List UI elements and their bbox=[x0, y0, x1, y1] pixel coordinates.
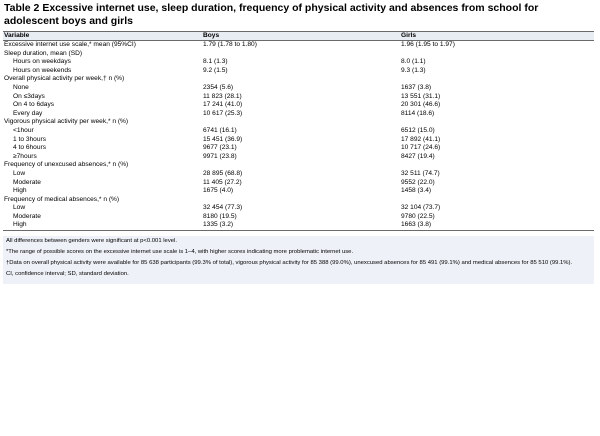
table-row bbox=[3, 136, 594, 145]
footnotes bbox=[3, 236, 594, 284]
table-row bbox=[3, 50, 594, 59]
boys-cell: 10 617 (25.3) bbox=[203, 109, 243, 117]
variable-cell: Low bbox=[13, 204, 26, 212]
variable-cell: Hours on weekdays bbox=[13, 58, 71, 66]
girls-cell: 6512 (15.0) bbox=[401, 126, 435, 134]
table-row bbox=[3, 41, 594, 50]
variable-cell: High bbox=[3, 221, 202, 230]
variable-cell: Low bbox=[13, 169, 26, 177]
girls-cell: 1.96 (1.95 to 1.97) bbox=[401, 41, 455, 48]
girls-cell: 32 104 (73.7) bbox=[401, 204, 441, 212]
table-row bbox=[3, 101, 594, 110]
girls-cell: 9.3 (1.3) bbox=[401, 66, 426, 74]
table-row bbox=[3, 75, 594, 84]
table-row bbox=[3, 127, 594, 136]
boys-cell: 1675 (4.0) bbox=[203, 187, 234, 195]
boys-cell bbox=[202, 75, 400, 84]
boys-cell bbox=[202, 118, 400, 127]
girls-cell: 17 892 (41.1) bbox=[401, 135, 441, 143]
boys-cell: 9.2 (1.5) bbox=[203, 66, 228, 74]
boys-cell bbox=[202, 50, 400, 59]
variable-cell: ≥7hours bbox=[13, 152, 37, 160]
table-row bbox=[3, 170, 594, 179]
boys-cell bbox=[202, 161, 400, 170]
table-row bbox=[3, 204, 594, 213]
variable-cell: On ≤3days bbox=[13, 92, 45, 100]
variable-cell: Vigorous physical activity per week,* n (%) bbox=[4, 118, 129, 126]
variable-cell: 4 to 6hours bbox=[13, 144, 46, 152]
boys-cell bbox=[202, 196, 400, 205]
girls-cell: 10 717 (24.6) bbox=[401, 144, 441, 152]
girls-cell: 32 511 (74.7) bbox=[401, 169, 440, 177]
table-row bbox=[3, 110, 594, 119]
table-row bbox=[3, 118, 594, 127]
boys-cell: 15 451 (36.9) bbox=[203, 135, 243, 143]
table-row bbox=[3, 196, 594, 205]
table-header-row bbox=[3, 32, 594, 41]
variable-cell: Every day bbox=[13, 109, 43, 117]
boys-cell: 11 405 (27.2) bbox=[203, 178, 242, 186]
boys-cell: 6741 (16.1) bbox=[203, 126, 237, 134]
table-row bbox=[3, 67, 594, 76]
table-row bbox=[3, 93, 594, 102]
boys-cell: 32 454 (77.3) bbox=[203, 204, 243, 212]
table-row bbox=[3, 161, 594, 170]
girls-cell: 13 551 (31.1) bbox=[401, 92, 441, 100]
girls-cell: 1637 (3.8) bbox=[401, 83, 432, 91]
boys-cell: 8.1 (1.3) bbox=[203, 58, 228, 66]
boys-cell: 11 823 (28.1) bbox=[203, 92, 242, 100]
data-table bbox=[3, 31, 594, 231]
variable-cell: Hours on weekends bbox=[13, 66, 72, 74]
boys-cell: 1335 (3.2) bbox=[202, 221, 400, 230]
girls-cell bbox=[400, 196, 594, 205]
girls-cell: 20 301 (46.6) bbox=[401, 101, 441, 109]
variable-cell: Excessive internet use scale,* mean (95%CI) bbox=[4, 41, 136, 48]
girls-cell: 9552 (22.0) bbox=[401, 178, 435, 186]
variable-cell: High bbox=[13, 187, 27, 195]
table-row bbox=[3, 187, 594, 196]
table-title: Table 2 Excessive internet use, sleep duration, frequency of physical activity and absences from school for adolescent boys and girls bbox=[4, 2, 539, 27]
footnote-abbreviations: CI, confidence interval; SD, standard deviation. bbox=[6, 271, 129, 277]
girls-cell: 8114 (18.6) bbox=[401, 109, 435, 117]
variable-cell: Moderate bbox=[13, 212, 41, 220]
table-row bbox=[3, 84, 594, 93]
variable-cell: Overall physical activity per week,† n (%) bbox=[4, 75, 125, 83]
boys-cell: 1.79 (1.78 to 1.80) bbox=[203, 41, 257, 48]
boys-cell: 8180 (19.5) bbox=[203, 212, 237, 220]
footnote-availability: †Data on overall physical activity were available for 85 638 participants (99.3% of total), vigorous physical activity for 85 388 (99.0%), unexcused absences for 85 491 (99.1%) and medical absences for 85 510 (99.1%). bbox=[6, 260, 573, 266]
boys-cell: 9677 (23.1) bbox=[203, 144, 237, 152]
variable-cell: None bbox=[13, 83, 29, 91]
variable-cell: Moderate bbox=[13, 178, 41, 186]
table-row bbox=[3, 179, 594, 188]
table-row bbox=[3, 144, 594, 153]
table-row bbox=[3, 153, 594, 162]
footnote-scale: *The range of possible scores on the excessive internet use scale is 1–4, with higher scores indicating more problematic internet use. bbox=[6, 249, 354, 255]
table-row bbox=[3, 58, 594, 67]
variable-cell: <1hour bbox=[13, 126, 34, 134]
table-row bbox=[3, 221, 594, 230]
footnote-significance: All differences between genders were significant at p<0.001 level. bbox=[6, 238, 177, 244]
table-row bbox=[3, 213, 594, 222]
boys-cell: 28 895 (68.8) bbox=[203, 169, 243, 177]
girls-cell bbox=[400, 161, 594, 170]
boys-cell: 17 241 (41.0) bbox=[203, 101, 243, 109]
variable-cell: 1 to 3hours bbox=[13, 135, 46, 143]
girls-cell: 1458 (3.4) bbox=[401, 187, 432, 195]
boys-cell: 9971 (23.8) bbox=[203, 152, 237, 160]
variable-cell: Frequency of unexcused absences,* n (%) bbox=[4, 161, 129, 169]
header-variable: Variable bbox=[3, 32, 202, 41]
variable-cell: Frequency of medical absences,* n (%) bbox=[4, 195, 120, 203]
header-girls: Girls bbox=[400, 32, 594, 41]
girls-cell: 8427 (19.4) bbox=[401, 152, 435, 160]
girls-cell: 9780 (22.5) bbox=[401, 212, 435, 220]
girls-cell: 8.0 (1.1) bbox=[401, 58, 426, 66]
girls-cell bbox=[400, 75, 594, 84]
header-boys: Boys bbox=[202, 32, 400, 41]
girls-cell: 1663 (3.8) bbox=[400, 221, 594, 230]
variable-cell: Sleep duration, mean (SD) bbox=[4, 49, 83, 57]
girls-cell bbox=[400, 50, 594, 59]
boys-cell: 2354 (5.6) bbox=[203, 83, 234, 91]
variable-cell: On 4 to 6days bbox=[13, 101, 55, 109]
girls-cell bbox=[400, 118, 594, 127]
